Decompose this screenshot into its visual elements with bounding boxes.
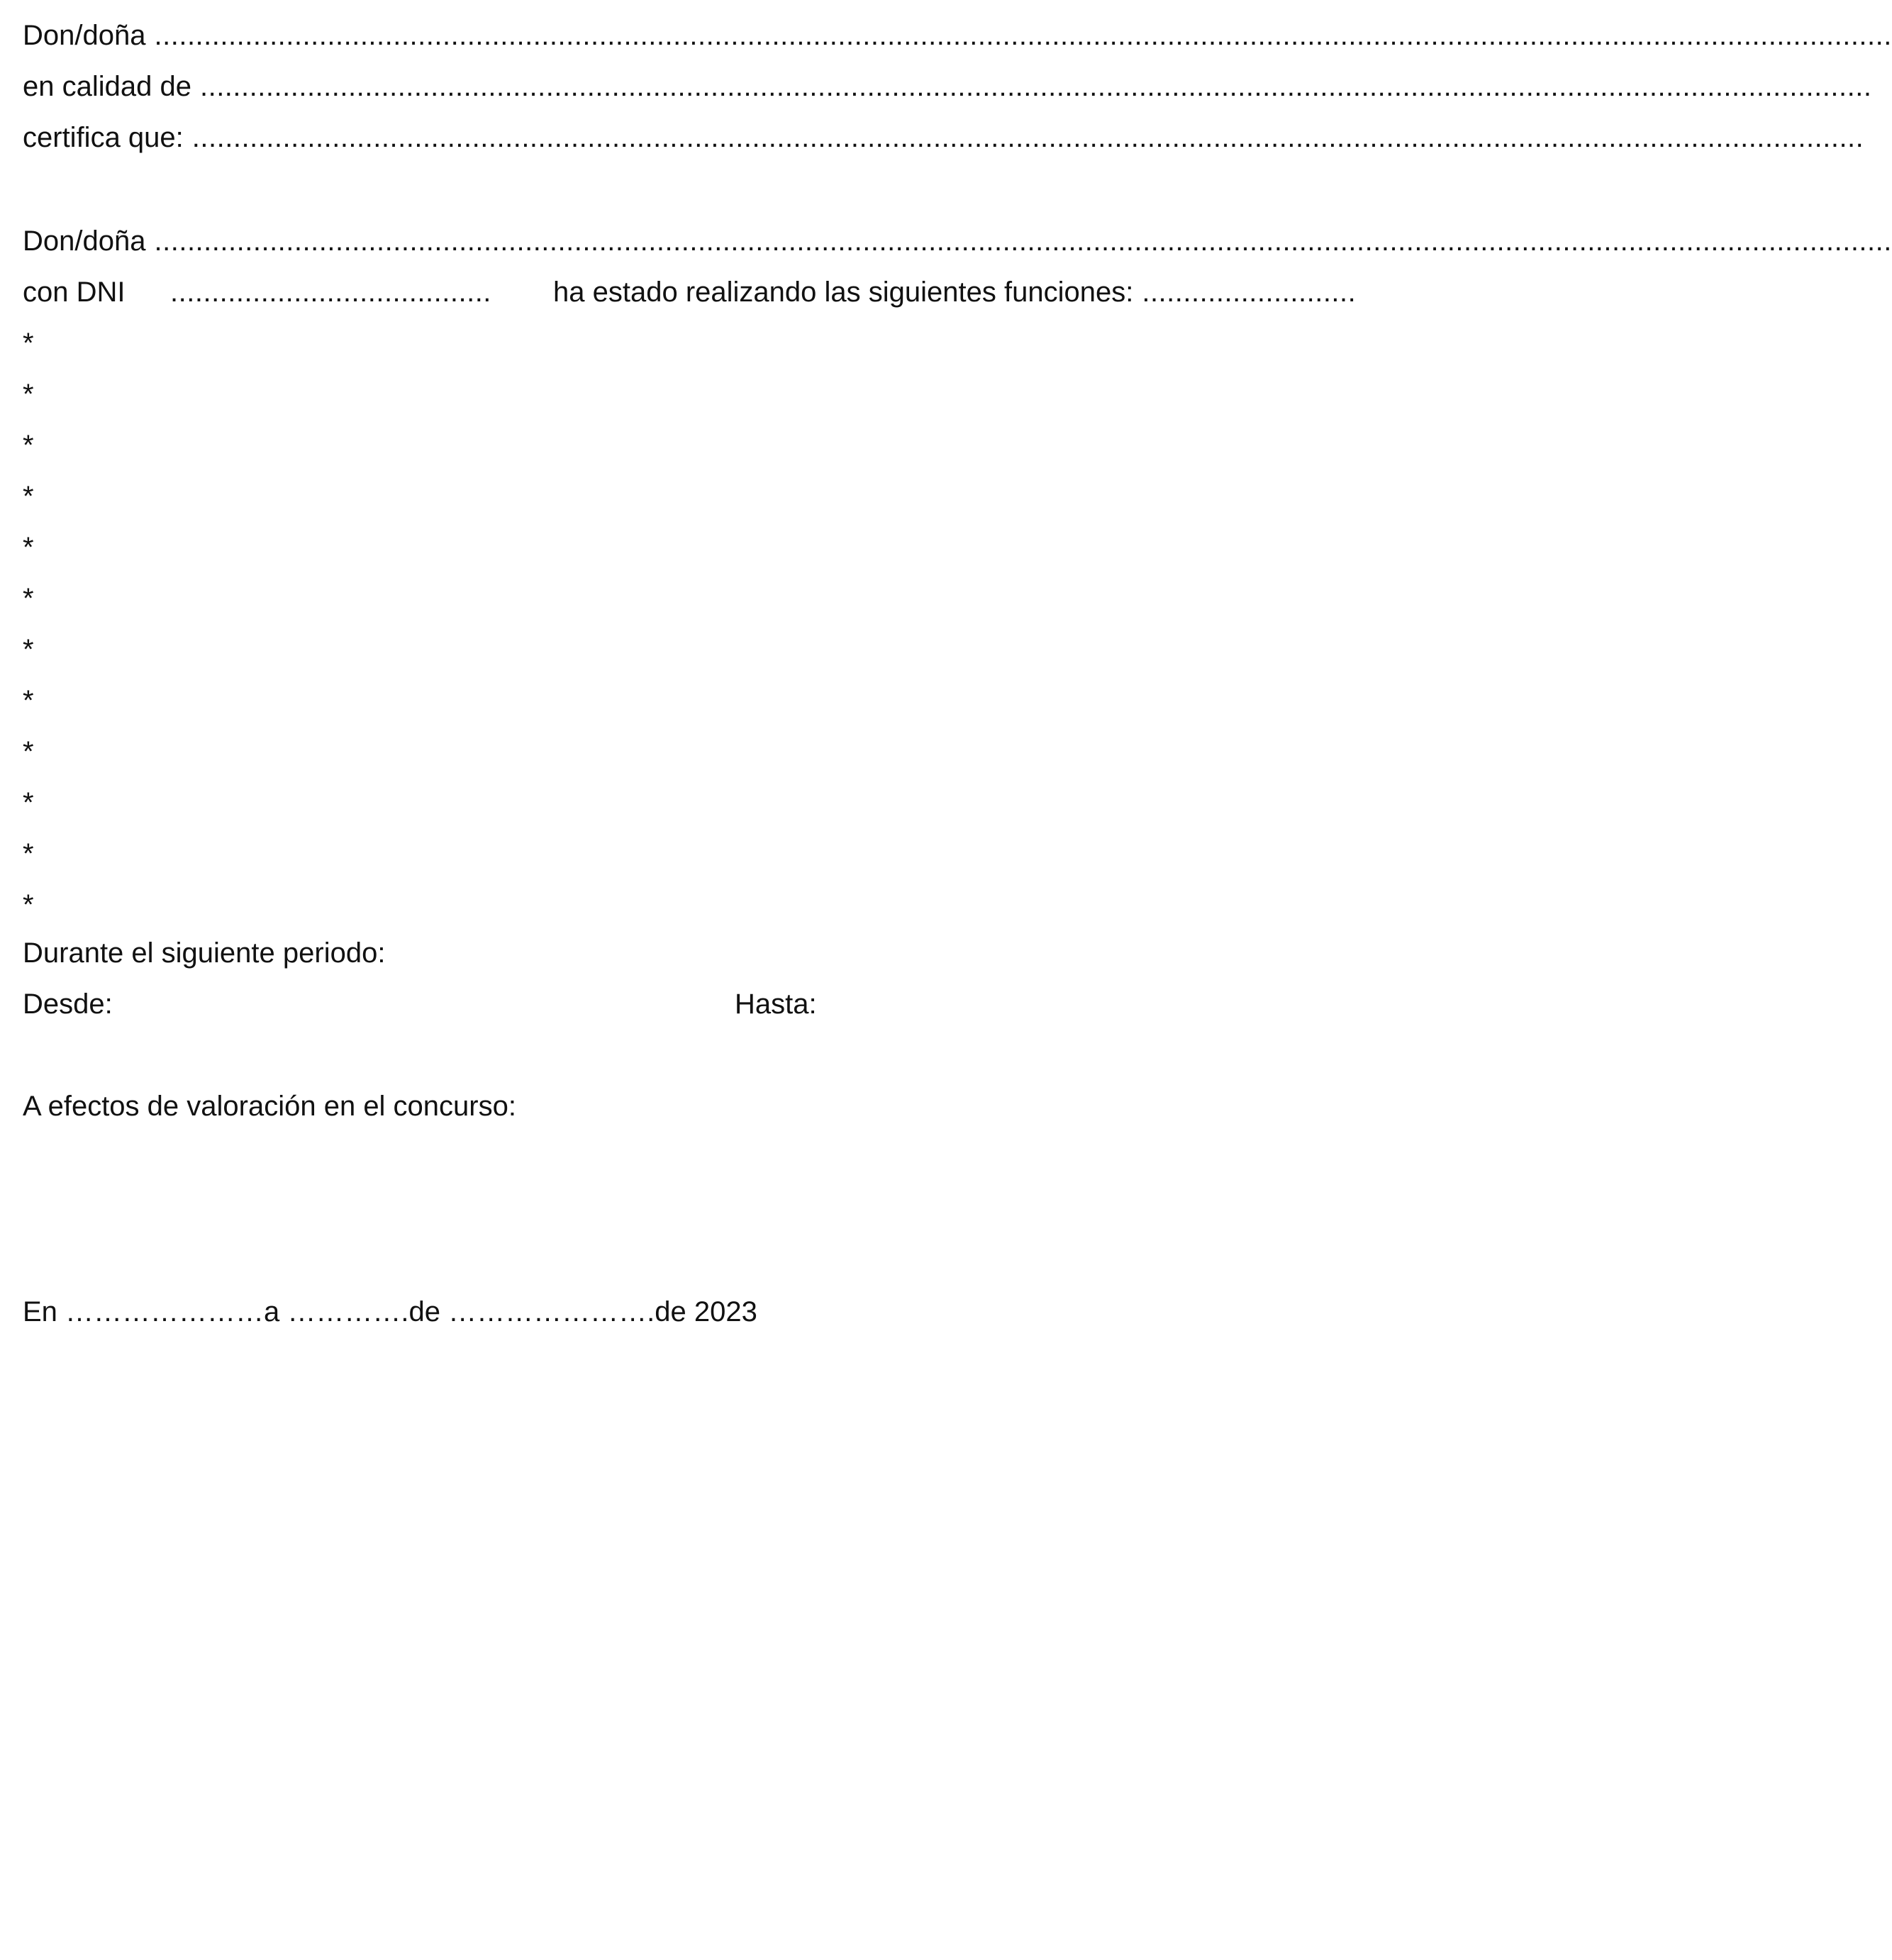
function-bullet: * — [23, 481, 34, 512]
employee-name-line — [23, 224, 1892, 258]
function-bullet: * — [23, 430, 34, 461]
place-date-line: En …………………a ………….de ………………….de 2023 — [23, 1296, 757, 1327]
function-bullet: * — [23, 532, 34, 563]
employee-name-label: Don/doña — [23, 225, 146, 257]
period-heading: Durante el siguiente periodo: — [23, 937, 386, 969]
capacity-label: en calidad de — [23, 71, 191, 102]
capacity-line — [23, 69, 1872, 104]
function-bullet: * — [23, 583, 34, 614]
functions-label: ha estado realizando las siguientes funciones: — [553, 277, 1134, 308]
dni-label: con DNI — [23, 277, 126, 308]
capacity-blank[interactable]: ........................................................................................................................................................................................................... — [199, 71, 1872, 102]
function-bullet: * — [23, 736, 34, 767]
certifies-label: certifica que: — [23, 122, 184, 153]
function-bullet: * — [23, 379, 34, 410]
issuer-name-line — [23, 18, 1892, 52]
function-bullet: * — [23, 328, 34, 359]
purpose-label: A efectos de valoración en el concurso: — [23, 1091, 516, 1122]
from-label: Desde: — [23, 989, 113, 1020]
function-bullet: * — [23, 685, 34, 716]
dni-functions-line — [23, 275, 1406, 309]
certifies-line — [23, 121, 1864, 155]
function-bullet: * — [23, 634, 34, 665]
employee-name-blank[interactable]: ................................................................................................................................................................................................................... — [154, 225, 1892, 257]
dni-blank[interactable]: ....................................... — [170, 277, 491, 308]
function-bullet: * — [23, 838, 34, 869]
certifies-blank[interactable]: ........................................................................................................................................................................................................... — [191, 122, 1864, 153]
issuer-name-blank[interactable]: ................................................................................................................................................................................................................... — [154, 20, 1892, 51]
issuer-name-label: Don/doña — [23, 20, 146, 51]
functions-blank[interactable]: .......................... — [1142, 277, 1357, 308]
function-bullet: * — [23, 787, 34, 818]
function-bullet: * — [23, 889, 34, 920]
to-label: Hasta: — [735, 989, 817, 1020]
